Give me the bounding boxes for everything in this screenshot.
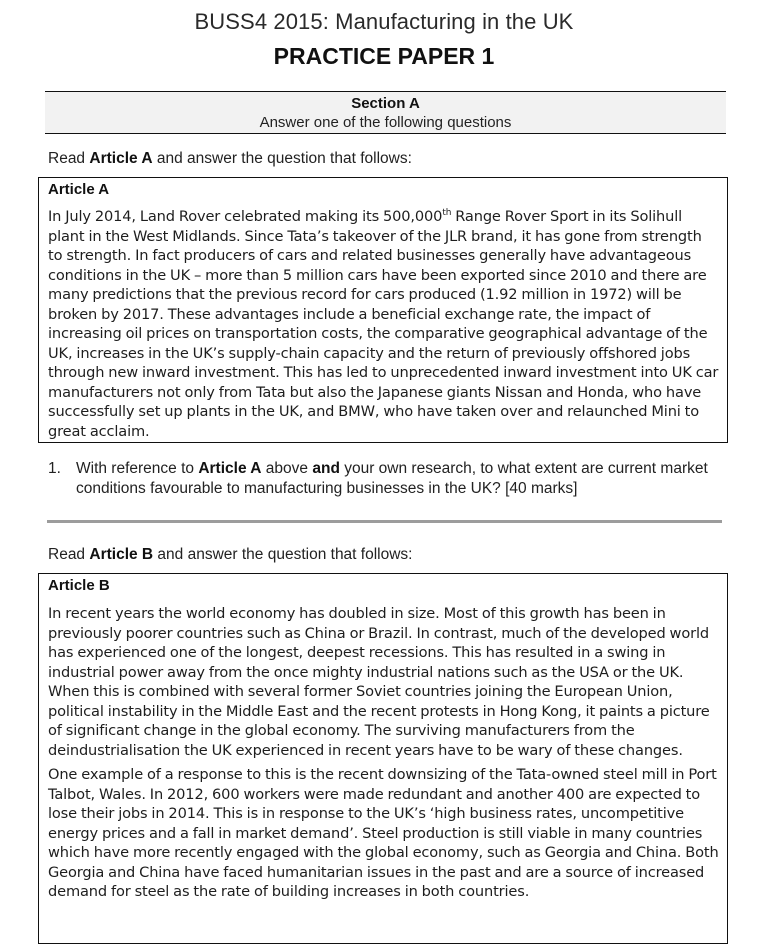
lead-text: Read [48,546,90,563]
question-emphasis: and [312,460,340,477]
article-a-text: Range Rover Sport in its Solihull plant in the West Midlands. Since Tata’s takeover of the JLR brand, it has gone from strength to strength. In fact producers of cars and related businesses generally have advantageous conditions in the UK – more than 5 million cars have been exported since 2010 and there are many predictions that the previous record for cars produced (1.92 million in 1972) will be broken by 2017. These advantages include a beneficial exchange rate, the impact of increasing oil prices on transportation costs, the comparative geographical advantage of the UK, increases in the UK’s supply-chain capacity and the return of previously offshored jobs through new inward investment. This has led to unprecedented inward investment into UK car manufacturers not only from Tata but also the Japanese giants Nissan and Honda, who have successfully set up plants in the UK, and BMW, who have taken over and relaunched Mini to great acclaim. [48,208,719,440]
lead-text: and answer the question that follows: [152,150,412,167]
divider [47,520,722,523]
lead-text: and answer the question that follows: [153,546,413,563]
section-instruction: Answer one of the following questions [259,114,512,131]
article-a-heading: Article A [48,181,110,198]
question-text-part: With reference to [76,460,199,477]
article-a-text: In July 2014, Land Rover celebrated making its 500,000 [48,208,443,225]
article-a-box [38,177,728,443]
paper-title: PRACTICE PAPER 1 [273,43,495,69]
article-a-body [48,207,719,441]
section-header-box [45,91,726,134]
lead-text: Read [48,150,90,167]
article-b-paragraph: In recent years the world economy has doubled in size. Most of this growth has been in previously poorer countries such as China or Brazil. In contrast, much of the developed world has experienced one of the longest, deepest recessions. This has resulted in a swing in industrial power away from the once mighty industrial nations such as the USA or the UK. When this is combined with several former Soviet countries joining the European Union, political instability in the Middle East and the recent protests in Hong Kong, it paints a picture of significant change in the global economy. The surviving manufacturers from the deindustrialisation the UK experienced in recent years have to be wary of these changes. [48,605,710,759]
article-a-lead [48,150,412,168]
article-b-paragraph: One example of a response to this is the recent downsizing of the Tata-owned steel mill in Port Talbot, Wales. In 2012, 600 workers were made redundant and another 400 are expected to lose their jobs in 2014. This is in response to the UK’s ‘high business rates, uncompetitive energy prices and a fall in market demand’. Steel production is still viable in many countries which have more recently engaged with the global economy, such as Georgia and China. Both Georgia and China have faced humanitarian issues in the past and are a source of increased demand for steel as the rate of building increases in both countries. [48,766,719,900]
question-text [76,459,736,499]
lead-article-ref: Article A [89,150,153,167]
ordinal-suffix: th [442,208,452,219]
question-article-ref: Article A [198,460,262,477]
question-number: 1. [48,460,61,477]
lead-article-ref: Article B [89,546,154,563]
question-text-part: above [261,460,313,477]
article-b-lead [48,546,412,564]
section-heading: Section A [351,95,420,112]
document-title: BUSS4 2015: Manufacturing in the UK [194,9,574,34]
question-text-part: your own research, to what extent are current market conditions favourable to manufacturing businesses in the UK? [40 marks] [76,460,708,497]
article-b-box [38,573,728,944]
article-b-heading: Article B [48,577,110,594]
